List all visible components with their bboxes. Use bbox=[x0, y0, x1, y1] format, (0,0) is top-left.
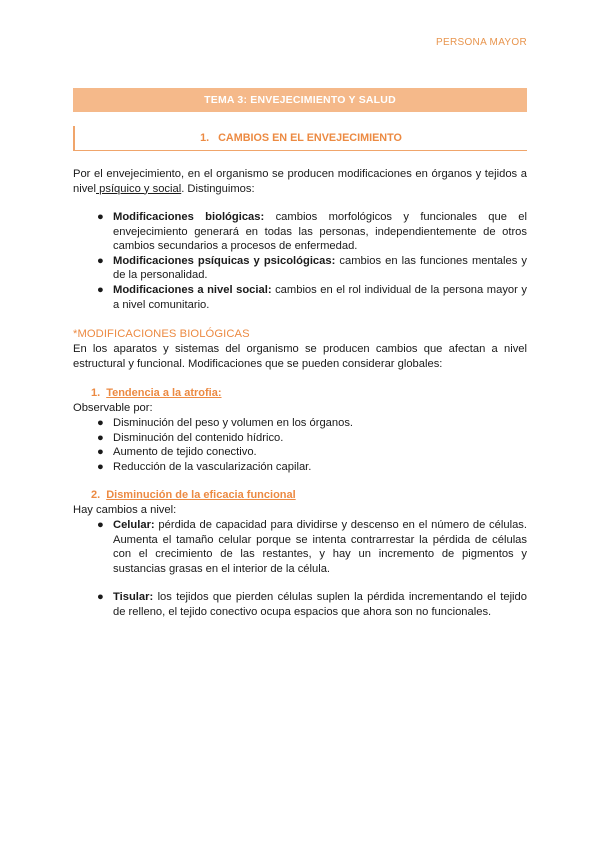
intro-lead: Por el envejecimiento, en el organismo se producen modificaciones en órganos y tejidos a nivel bbox=[73, 168, 527, 195]
bio-paragraph: En los aparatos y sistemas del organismo se producen cambios que afectan a nivel estructural y funcional. Modificaciones que se pueden considerar globales: bbox=[73, 343, 527, 370]
bio-heading: *MODIFICACIONES BIOLÓGICAS bbox=[73, 328, 250, 340]
atrophy-number: 1. bbox=[91, 387, 101, 399]
atrophy-list bbox=[91, 416, 527, 474]
efficacy-term: Celular: bbox=[113, 519, 155, 531]
section-title: CAMBIOS EN EL ENVEJECIMIENTO bbox=[218, 132, 402, 144]
atrophy-lead: Observable por: bbox=[73, 402, 153, 414]
atrophy-title: Tendencia a la atrofia: bbox=[106, 387, 222, 399]
intro-paragraph bbox=[73, 167, 527, 196]
bullet-glyph: ● bbox=[97, 446, 104, 459]
list-item bbox=[91, 210, 527, 254]
list-item bbox=[91, 460, 527, 475]
running-header: PERSONA MAYOR bbox=[436, 37, 527, 48]
chapter-banner: TEMA 3: ENVEJECIMIENTO Y SALUD bbox=[73, 88, 527, 112]
atrophy-item: Disminución del peso y volumen en los órganos. bbox=[113, 417, 354, 429]
atrophy-item: Aumento de tejido conectivo. bbox=[113, 446, 257, 459]
list-item bbox=[91, 445, 527, 460]
distinction-term: Modificaciones a nivel social: bbox=[113, 283, 272, 296]
distinction-text: cambios en las funciones mentales y de la personalidad. bbox=[113, 254, 527, 282]
bullet-glyph: ● bbox=[97, 417, 104, 429]
efficacy-list bbox=[91, 518, 527, 620]
distinction-term: Modificaciones psíquicas y psicológicas: bbox=[113, 254, 336, 267]
bullet-glyph: ● bbox=[97, 211, 104, 223]
bullet-glyph: ● bbox=[97, 591, 104, 604]
atrophy-item: Reducción de la vascularización capilar. bbox=[113, 460, 312, 473]
efficacy-title: Disminución de la eficacia funcional bbox=[106, 489, 296, 501]
efficacy-lead: Hay cambios a nivel: bbox=[73, 504, 177, 516]
section-heading bbox=[73, 126, 527, 151]
bullet-glyph: ● bbox=[97, 283, 104, 296]
efficacy-term: Tisular: bbox=[113, 591, 154, 604]
distinction-text: cambios morfológicos y funcionales que el envejecimiento generará en todas las personas, independientemente de otros cambios secundarios a procesos de enfermedad. bbox=[113, 211, 528, 253]
list-item bbox=[91, 416, 527, 431]
efficacy-heading bbox=[91, 489, 296, 501]
list-item bbox=[91, 590, 527, 619]
bullet-glyph: ● bbox=[97, 460, 104, 473]
distinction-text: cambios en el rol individual de la persona mayor y a nivel comunitario. bbox=[113, 283, 527, 311]
efficacy-text: pérdida de capacidad para dividirse y descenso en el número de células. Aumenta el tamaño celular porque se intenta contrarrestar la pérdida de células con el crecimiento de las restantes, y hay un incremento de pigmentos y sustancias grasas en el interior de la célula. bbox=[113, 519, 527, 575]
bullet-glyph: ● bbox=[97, 519, 104, 531]
distinction-term: Modificaciones biológicas: bbox=[113, 211, 265, 223]
list-item bbox=[91, 283, 527, 312]
bullet-glyph: ● bbox=[97, 254, 104, 267]
atrophy-item: Disminución del contenido hídrico. bbox=[113, 431, 284, 444]
list-item bbox=[91, 518, 527, 576]
distinctions-list bbox=[91, 210, 527, 312]
intro-underlined: psíquico y social bbox=[96, 182, 182, 195]
atrophy-heading bbox=[91, 387, 222, 399]
section-number: 1. bbox=[200, 132, 210, 144]
list-item bbox=[91, 254, 527, 283]
bullet-glyph: ● bbox=[97, 431, 104, 444]
efficacy-number: 2. bbox=[91, 489, 101, 501]
efficacy-text: los tejidos que pierden células suplen la pérdida incrementando el tejido de relleno, el tejido conectivo ocupa espacios que ahora son no funcionales. bbox=[113, 591, 527, 618]
intro-tail: . Distinguimos: bbox=[181, 182, 255, 195]
list-item bbox=[91, 431, 527, 446]
